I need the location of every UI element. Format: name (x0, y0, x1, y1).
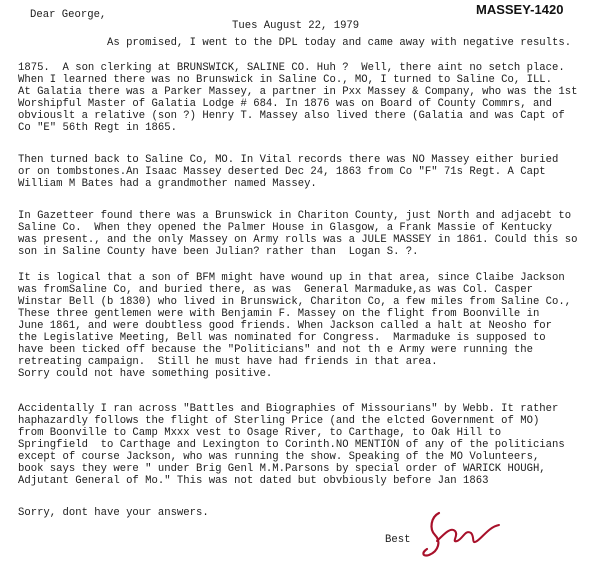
text-line: except of course Jackson, who was running the show. Speaking of the MO Volunteers, (18, 451, 540, 463)
text-line: retreating campaign. Still he must have had friends in that area. (18, 356, 438, 368)
text-line: the Legislative Meeting, Bell was nominated for Congress. Marmaduke is supposed to (18, 332, 546, 344)
text-line: was fromSaline Co, and buried there, as was General Marmaduke,as was Col. Casper (18, 284, 533, 296)
text-line: In Gazetteer found there was a Brunswick in Chariton County, just North and adjacebt to (18, 210, 572, 222)
text-line: Springfield to Carthage and Lexington to Corinth.NO MENTION of any of the politicians (18, 439, 565, 451)
text-line: was present., and the only Massey on Army rolls was a JULE MASSEY in 1861. Could this so (18, 234, 578, 246)
text-line: from Boonville to Camp Mxxx vest to Osage River, to Carthage, to Oak Hill to (18, 427, 502, 439)
text-line: Sorry could not have something positive. (18, 368, 273, 380)
closing-line: Sorry, dont have your answers. (18, 507, 209, 519)
text-line: Accidentally I ran across "Battles and Biographies of Missourians" by Webb. It rather (18, 403, 559, 415)
text-line: have been ticked off because the "Politicians" and not th e Army were running the (18, 344, 533, 356)
text-line: It is logical that a son of BFM might have wound up in that area, since Claibe Jackson (18, 272, 565, 284)
text-line: son in Saline County have been Julian? rather than Logan S. ?. (18, 246, 419, 258)
signoff: Best (385, 534, 411, 546)
archive-label: MASSEY-1420 (476, 2, 564, 17)
text-line: haphazardly follows the flight of Sterling Price (and the elcted Government of MO) (18, 415, 540, 427)
intro-line: As promised, I went to the DPL today and came away with negative results. (107, 37, 572, 49)
text-line: These three gentlemen were with Benjamin F. Massey on the flight from Boonville in (18, 308, 540, 320)
text-line: Then turned back to Saline Co, MO. In Vital records there was NO Massey either buried (18, 154, 559, 166)
text-line: June 1861, and were doubtless good friends. When Jackson called a halt at Neosho for (18, 320, 553, 332)
greeting: Dear George, (30, 9, 107, 21)
text-line: Winstar Bell (b 1830) who lived in Brunswick, Chariton Co, a few miles from Saline Co., (18, 296, 572, 308)
text-line: Saline Co. When they opened the Palmer House in Glasgow, a Frank Massie of Kentucky (18, 222, 553, 234)
handwritten-signature (415, 505, 505, 560)
text-line: William M Bates had a grandmother named Massey. (18, 178, 317, 190)
text-line: At Galatia there was a Parker Massey, a partner in Pxx Massey & Company, who was the 1st (18, 86, 578, 98)
text-line: Adjutant General of Mo." This was not dated but obvbiously before Jan 1863 (18, 475, 489, 487)
text-line: Co "E" 56th Regt in 1865. (18, 122, 177, 134)
text-line: book says they were " under Brig Genl M.M.Parsons by special order of WARICK HOUGH, (18, 463, 546, 475)
letter-date: Tues August 22, 1979 (232, 20, 360, 32)
text-line: or on tombstones.An Isaac Massey deserted Dec 24, 1863 from Co "F" 71s Regt. A Capt (18, 166, 546, 178)
text-line: 1875. A son clerking at BRUNSWICK, SALINE CO. Huh ? Well, there aint no setch place. (18, 62, 565, 74)
text-line: When I learned there was no Brunswick in Saline Co., MO, I turned to Saline Co, ILL. (18, 74, 553, 86)
text-line: Worshipful Master of Galatia Lodge # 684. In 1876 was on Board of County Commrs, and (18, 98, 553, 110)
text-line: obviouslt a relative (son ?) Henry T. Massey also lived there (Galatia and was Capt of (18, 110, 565, 122)
